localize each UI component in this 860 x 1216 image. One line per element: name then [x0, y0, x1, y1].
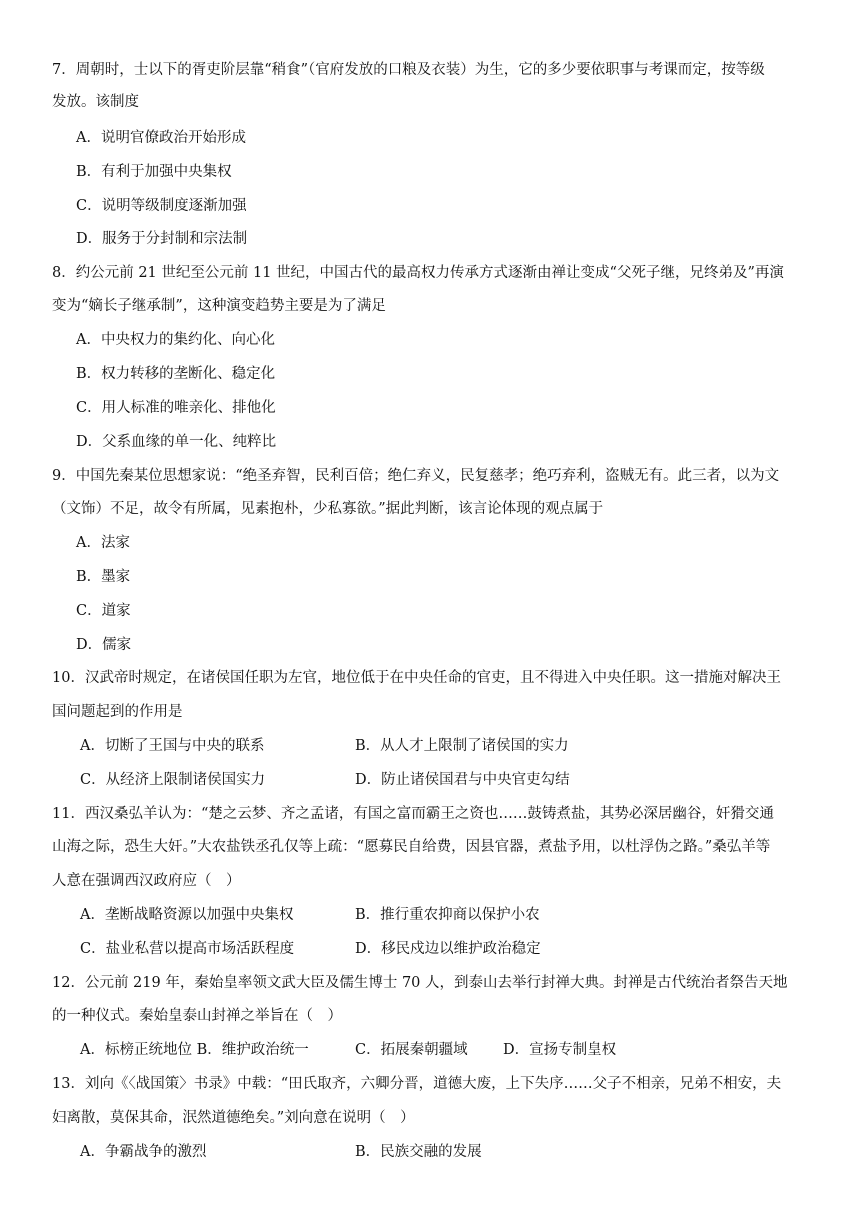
option-d: D．宣扬专制皇权: [503, 1042, 617, 1058]
question-stem-line: 8．约公元前 21 世纪至公元前 11 世纪，中国古代的最高权力传承方式逐渐由禅让变成“父死子继，兄终弟及”再演: [52, 265, 784, 281]
question-stem-line: 的一种仪式。秦始皇泰山封禅之举旨在（ ）: [52, 1008, 342, 1024]
question-stem-line: 国问题起到的作用是: [52, 704, 183, 720]
question-stem-line: 妇离散，莫保其命，泯然道德绝矣。”刘向意在说明（ ）: [52, 1110, 415, 1126]
option-c: C．拓展秦朝疆域: [355, 1042, 468, 1058]
question-stem-line: 山海之际，恐生大奸。”大农盐铁丞孔仅等上疏：“愿募民自给费，因县官器，煮盐予用，以杜浮伪之路。”桑弘羊等: [52, 839, 771, 855]
question-stem-line: 9．中国先秦某位思想家说：“绝圣弃智，民利百倍；绝仁弃义，民复慈孝；绝巧弃利，盗贼无有。此三者，以为文: [52, 468, 780, 484]
question-stem-line: 7．周朝时，士以下的胥吏阶层靠“稍食”（官府发放的口粮及衣装）为生，它的多少要依职事与考课而定，按等级: [52, 62, 765, 78]
option-b: B．权力转移的垄断化、稳定化: [76, 366, 276, 382]
option-c: C．道家: [76, 603, 131, 619]
option-a: A．垄断战略资源以加强中央集权: [80, 907, 294, 923]
option-a: A．中央权力的集约化、向心化: [76, 332, 275, 348]
question-stem-line: 10．汉武帝时规定，在诸侯国任职为左官，地位低于在中央任命的官吏，且不得进入中央任职。这一措施对解决王: [52, 670, 781, 686]
option-a: A．争霸战争的激烈: [80, 1144, 207, 1160]
question-stem-line: 人意在强调西汉政府应（ ）: [52, 873, 241, 889]
option-b: B．墨家: [76, 569, 131, 585]
question-stem-line: 13．刘向《〈战国策〉书录》中载：“田氏取齐，六卿分晋，道德大废，上下失序……父子不相亲，兄弟不相安，夫: [52, 1076, 782, 1092]
question-stem-line: 11．西汉桑弘羊认为：“楚之云梦、齐之孟诸，有国之富而霸王之资也……鼓铸煮盐，其势必深居幽谷，奸猾交通: [52, 806, 774, 822]
option-c: C．说明等级制度逐渐加强: [76, 198, 247, 214]
option-b: B．从人才上限制了诸侯国的实力: [355, 738, 569, 754]
option-a: A．切断了王国与中央的联系: [80, 738, 265, 754]
option-c: C．盐业私营以提高市场活跃程度: [80, 941, 295, 957]
option-d: D．移民戍边以维护政治稳定: [355, 941, 541, 957]
question-stem-line: 12．公元前 219 年，秦始皇率领文武大臣及儒生博士 70 人，到泰山去举行封禅大典。封禅是古代统治者祭告天地: [52, 975, 788, 991]
option-d: D．防止诸侯国君与中央官吏勾结: [355, 772, 570, 788]
option-b: B．民族交融的发展: [355, 1144, 482, 1160]
option-c: C．从经济上限制诸侯国实力: [80, 772, 266, 788]
option-a: A．法家: [76, 535, 130, 551]
option-b: B．有利于加强中央集权: [76, 164, 232, 180]
option-d: D．服务于分封制和宗法制: [76, 231, 248, 247]
option-b: B．推行重农抑商以保护小农: [355, 907, 540, 923]
option-a-b: A．标榜正统地位 B．维护政治统一: [80, 1042, 309, 1058]
question-stem-line: 变为“嫡长子继承制”，这种演变趋势主要是为了满足: [52, 298, 386, 314]
question-stem-line: （文饰）不足，故令有所属，见素抱朴，少私寡欲。”据此判断，该言论体现的观点属于: [52, 501, 604, 517]
option-c: C．用人标准的唯亲化、排他化: [76, 400, 276, 416]
option-d: D．儒家: [76, 637, 132, 653]
option-d: D．父系血缘的单一化、纯粹比: [76, 434, 277, 450]
option-a: A．说明官僚政治开始形成: [76, 130, 246, 146]
question-stem-line: 发放。该制度: [52, 94, 139, 110]
